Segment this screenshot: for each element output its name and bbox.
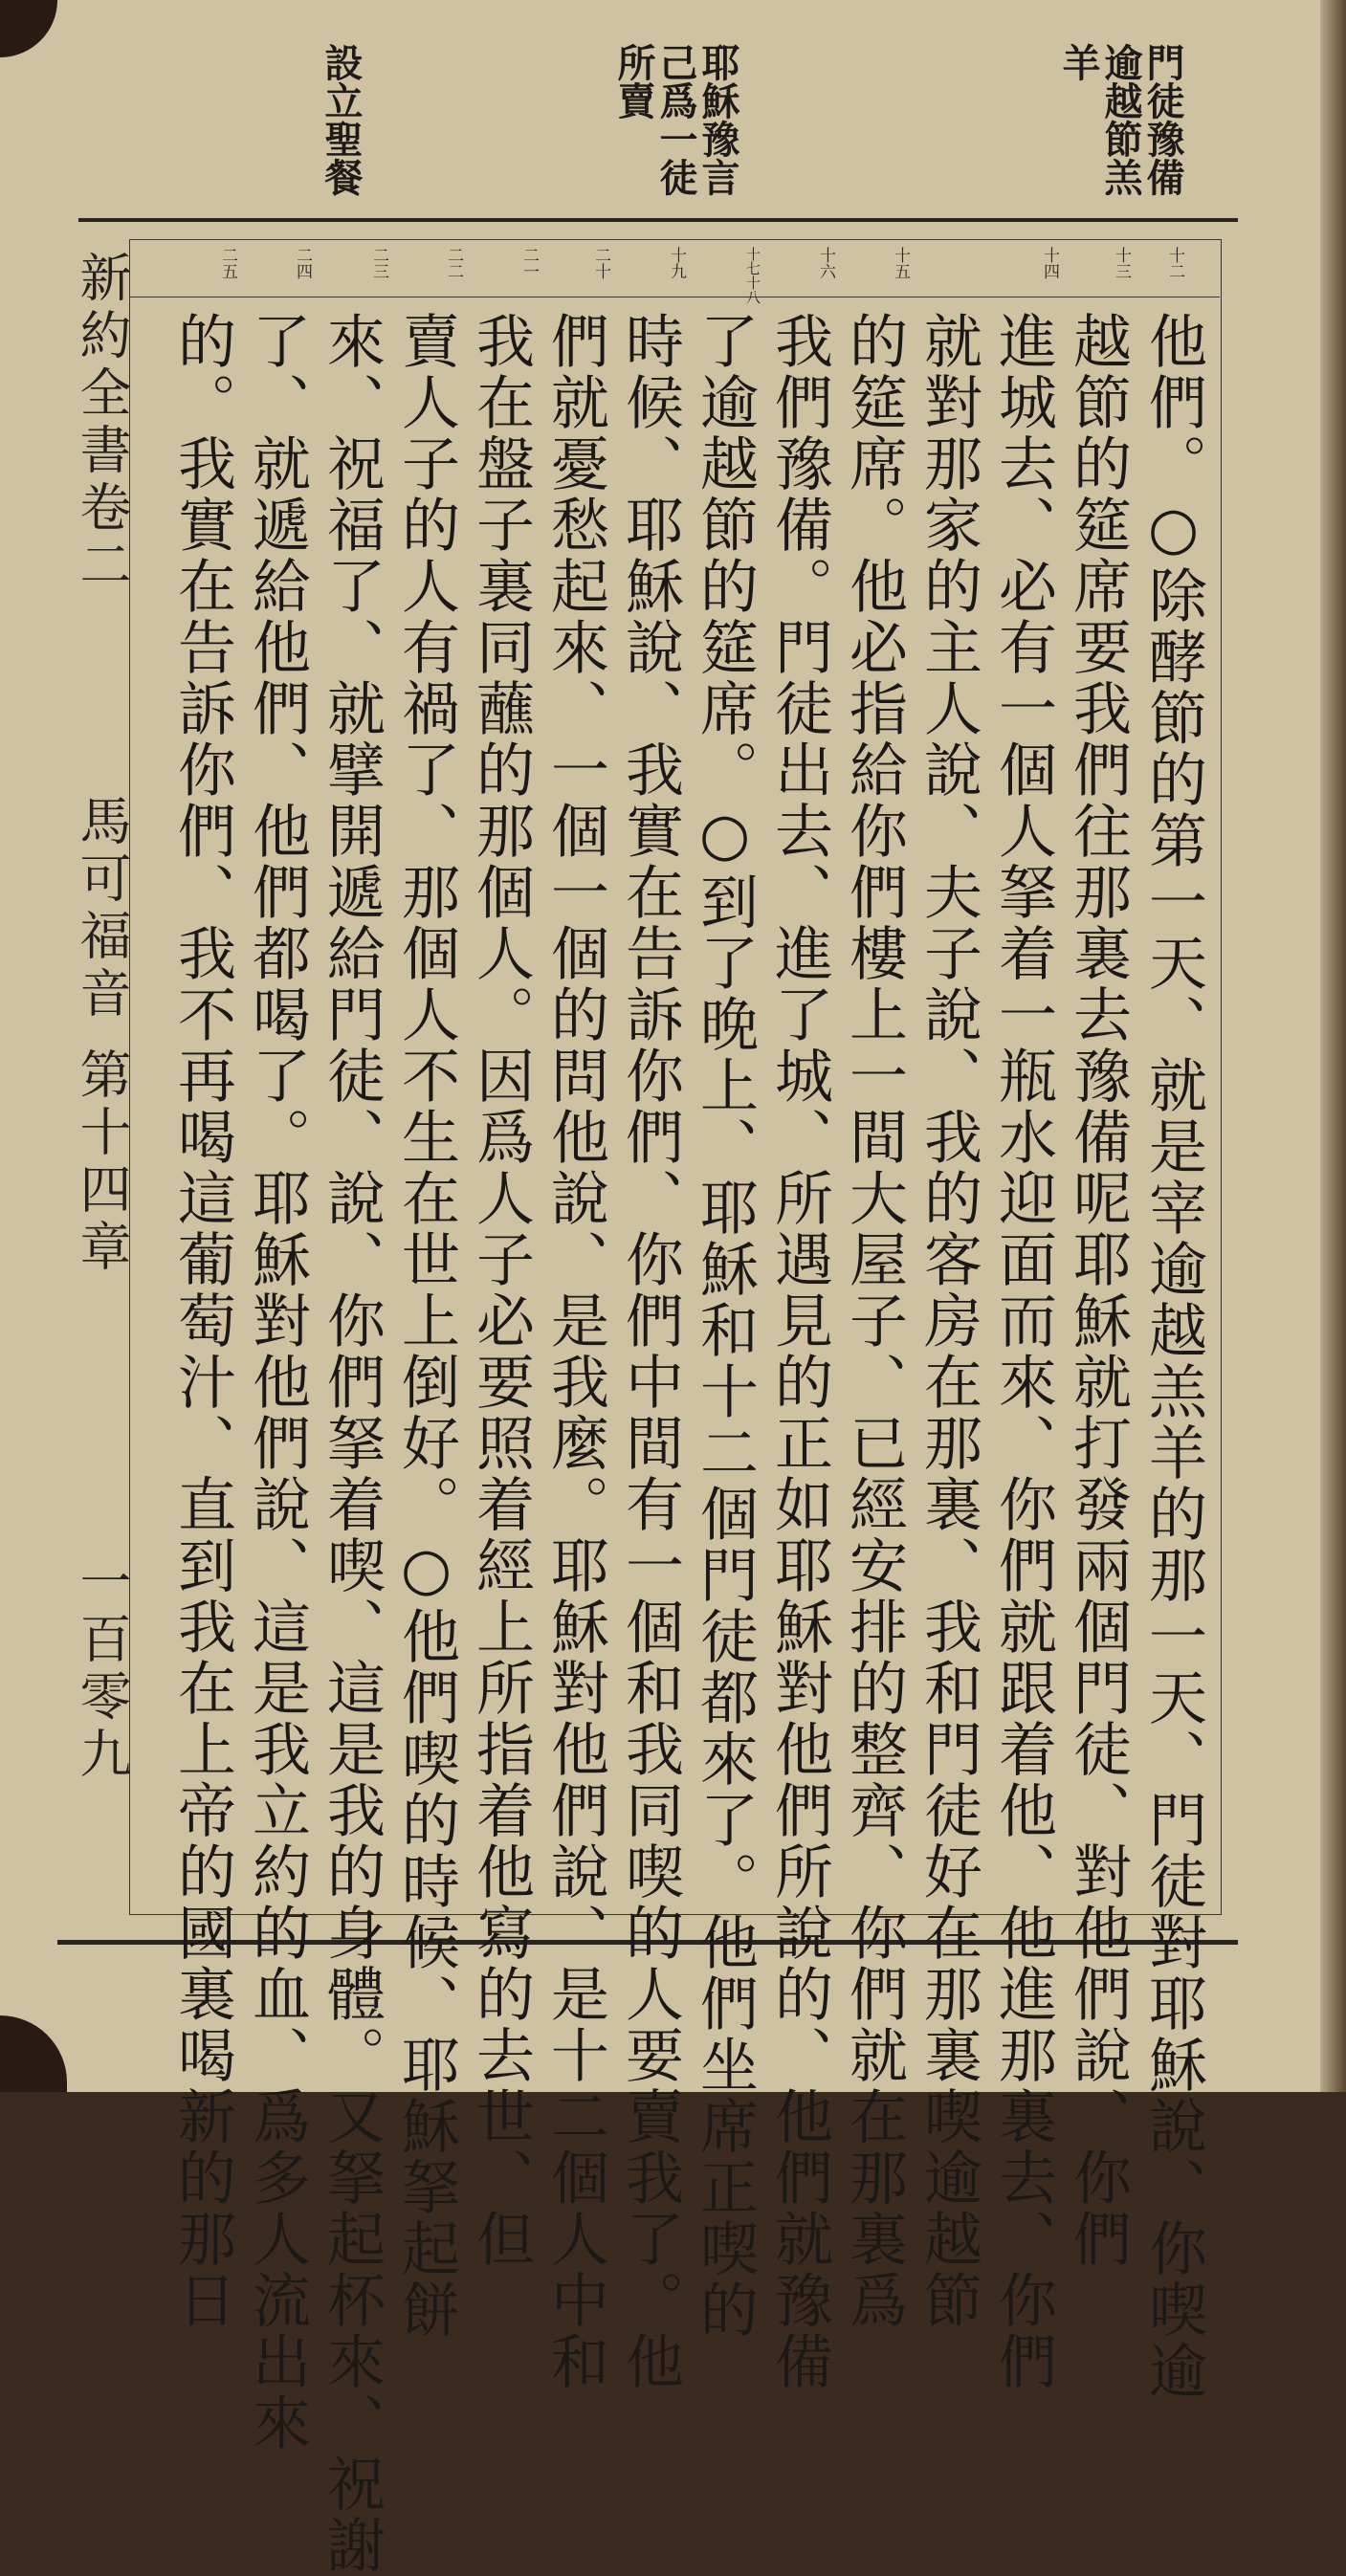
verse-number: 十二 — [1165, 247, 1184, 279]
verse-number: 二五 — [218, 247, 237, 279]
text-column: 越節的筵席要我們往那裏去豫備呢耶穌就打發兩個門徒、對他們說、你們 — [1064, 311, 1132, 2270]
verse-number: 二四 — [293, 247, 312, 279]
header-note-betrayal: 耶穌豫言己爲一徒所賣 — [611, 43, 740, 196]
header-note-lords-supper: 設立聖餐 — [319, 43, 364, 196]
text-column: 們就憂愁起來、一個一個的問他說、是我麼。耶穌對他們說、是十二個人中和 — [541, 311, 609, 2392]
text-column: 的。我實在告訴你們、我不再喝這葡萄汁、直到我在上帝的國裏喝新的那日 — [168, 311, 236, 2331]
verse-number: 十五 — [891, 247, 910, 279]
text-column: 賣人子的人有禍了、那個人不生在世上倒好。○他們喫的時候、耶穌拏起餅 — [392, 311, 460, 2341]
text-column: 了逾越節的筵席。○到了晚上、耶穌和十二個門徒都來了。他們坐席正喫的 — [691, 311, 759, 2341]
verse-number: 二二 — [444, 247, 463, 279]
text-column: 的筵席。他必指給你們樓上一間大屋子、已經安排的整齊、你們就在那裏爲 — [840, 311, 908, 2331]
verse-number: 二三 — [369, 247, 388, 279]
verse-number: 十九 — [667, 247, 686, 279]
verse-number: 二十 — [591, 247, 610, 279]
text-column: 他們。○除酵節的第一天、就是宰逾越羔羊的那一天、門徒對耶穌說、你喫逾 — [1139, 311, 1207, 2402]
frame-top-rule — [78, 218, 1238, 231]
text-column: 來、祝福了、就擘開遞給門徒、說、你們拏着喫、這是我的身體。又拏起杯來、祝謝 — [318, 311, 386, 2576]
page-edge-shadow — [1320, 0, 1346, 2092]
running-head-gospel: 馬可福音 — [72, 794, 132, 1024]
running-head-book: 新約全書卷二 — [72, 251, 132, 595]
verse-number: 十三 — [1112, 247, 1131, 279]
page-corner-bottom — [0, 2015, 67, 2092]
text-column: 進城去、必有一個人拏着一瓶水迎面而來、你們就跟着他、他進那裏去、你們 — [989, 311, 1057, 2392]
running-head-chapter: 第十四章 — [72, 1047, 132, 1277]
verse-number: 二一 — [519, 247, 539, 279]
page-number: 一百零九 — [72, 1554, 132, 1784]
text-column: 我們豫備。門徒出去、進了城、所遇見的正如耶穌對他們所說的、他們就豫備 — [765, 311, 833, 2392]
page-corner-top — [0, 0, 57, 57]
text-column: 時候、耶穌說、我實在告訴你們、你們中間有一個和我同喫的人要賣我了。他 — [616, 311, 684, 2392]
text-column: 就對那家的主人說、夫子說、我的客房在那裏、我和門徒好在那裏喫逾越節 — [915, 311, 982, 2331]
verse-number: 十四 — [1040, 247, 1059, 279]
verse-number: 十六 — [816, 247, 835, 279]
header-note-prepare-passover: 門徒豫備逾越節羔羊 — [1056, 43, 1185, 196]
verse-number: 十七十八 — [744, 247, 761, 304]
text-column: 我在盤子裏同蘸的那個人。因爲人子必要照着經上所指着他寫的去世、但 — [467, 311, 535, 2270]
text-column: 了、就遞給他們、他們都喝了。耶穌對他們說、這是我立約的血、爲多人流出來 — [243, 311, 311, 2454]
